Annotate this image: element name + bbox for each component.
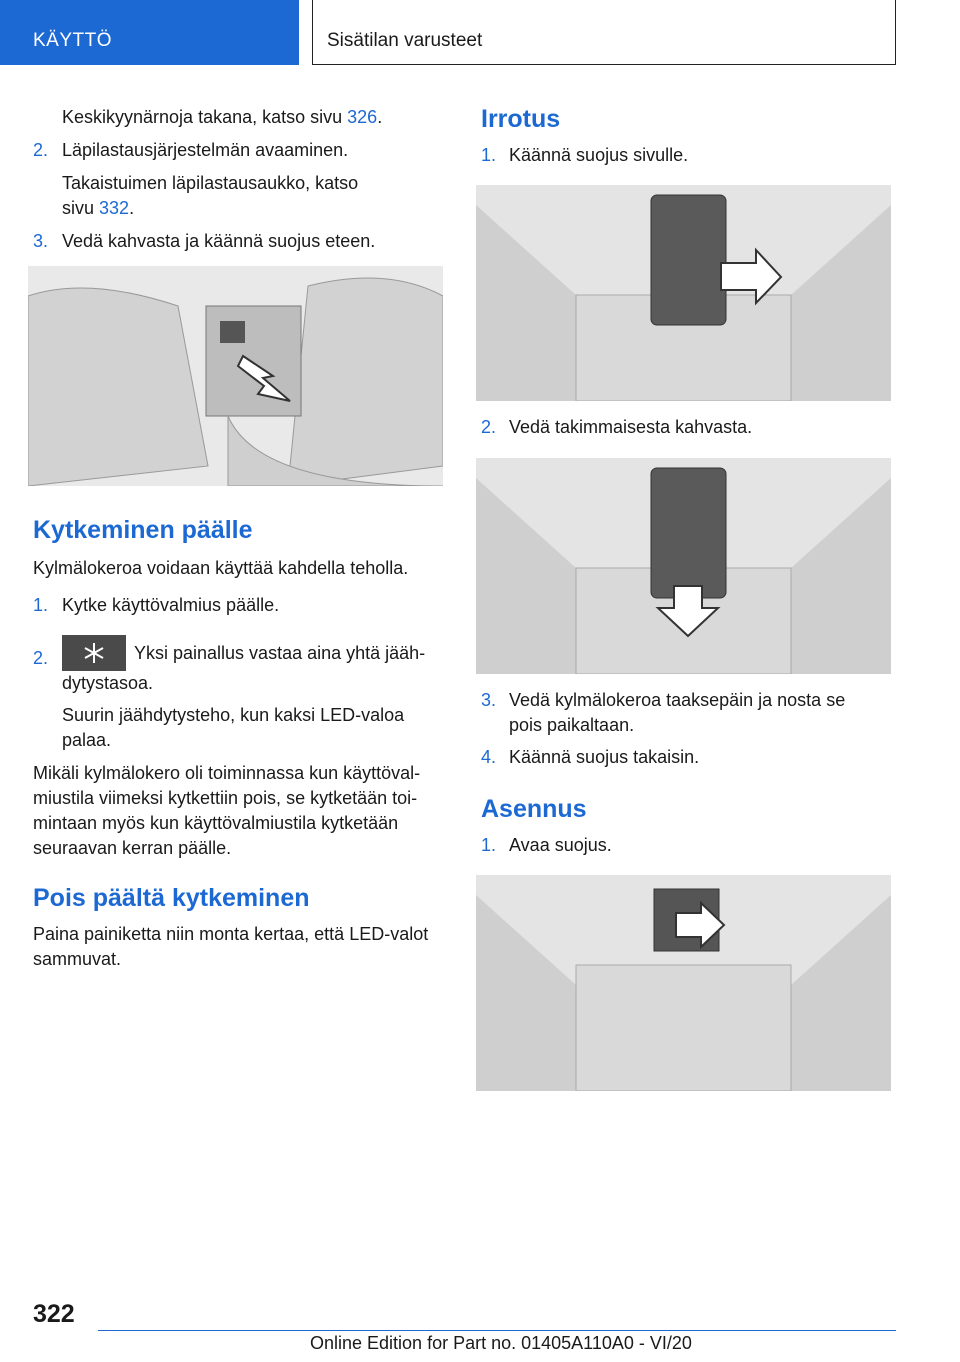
step-subtext: Suurin jäähdytysteho, kun kaksi LED-valoa — [62, 705, 405, 725]
step-number: 2. — [33, 140, 49, 160]
paragraph-line: miustila viimeksi kytkettiin pois, se kytketään toi- — [33, 788, 418, 808]
step-number: 1. — [33, 595, 49, 615]
intro-line: Keskikyynärnoja takana, katso sivu 326. — [62, 107, 383, 127]
step-text: Vedä kylmälokeroa taaksepäin ja nosta se — [509, 690, 846, 710]
step-text: Käännä suojus sivulle. — [509, 145, 689, 165]
step-text: Avaa suojus. — [509, 835, 612, 855]
section-heading-on: Kytkeminen päälle — [33, 516, 253, 544]
step-text: Läpilastausjärjestelmän avaaminen. — [62, 140, 349, 160]
section-heading-remove: Irrotus — [481, 105, 561, 133]
step-text: Vedä kahvasta ja käännä suojus eteen. — [62, 231, 376, 251]
header-section-tab — [0, 0, 299, 65]
header-title-box — [312, 0, 896, 65]
trunk-illustration-2 — [476, 458, 891, 674]
header-section: KÄYTTÖ — [33, 30, 113, 51]
header-title: Sisätilan varusteet — [327, 30, 483, 51]
section-heading-off: Pois päältä kytkeminen — [33, 884, 310, 912]
step-number: 1. — [481, 835, 497, 855]
step-number: 3. — [33, 231, 49, 251]
step-text: Yksi painallus vastaa aina yhtä jääh- — [62, 635, 425, 671]
step-subtext: sivu 332. — [62, 198, 135, 218]
step-text: pois paikaltaan. — [509, 715, 635, 735]
step-subtext: palaa. — [62, 730, 112, 750]
section-heading-install: Asennus — [481, 795, 587, 823]
paragraph-line: sammuvat. — [33, 949, 122, 969]
trunk-illustration-1 — [476, 185, 891, 401]
step-number: 3. — [481, 690, 497, 710]
footer-rule — [98, 1330, 896, 1331]
on-intro: Kylmälokeroa voidaan käyttää kahdella teholla. — [33, 558, 409, 578]
page-link-332[interactable]: 332 — [99, 198, 130, 218]
page-link-326[interactable]: 326 — [347, 107, 378, 127]
snowflake-button-icon — [62, 635, 126, 671]
rear-seat-illustration — [28, 266, 443, 486]
step-text: Käännä suojus takaisin. — [509, 747, 700, 767]
step-number: 2. — [33, 648, 49, 668]
paragraph-line: Paina painiketta niin monta kertaa, että LED-valot — [33, 924, 429, 944]
step-number: 4. — [481, 747, 497, 767]
step-number: 1. — [481, 145, 497, 165]
step-subtext: Takaistuimen läpilastausaukko, katso — [62, 173, 359, 193]
paragraph-line: Mikäli kylmälokero oli toiminnassa kun käyttöval- — [33, 763, 421, 783]
paragraph-line: mintaan myös kun käyttövalmiustila kytketään — [33, 813, 399, 833]
step-text: Kytke käyttövalmius päälle. — [62, 595, 280, 615]
step-text: Vedä takimmaisesta kahvasta. — [509, 417, 753, 437]
trunk-illustration-3 — [476, 875, 891, 1091]
paragraph-line: seuraavan kerran päälle. — [33, 838, 232, 858]
page-number: 322 — [33, 1300, 75, 1328]
footer-edition: Online Edition for Part no. 01405A110A0 - VI/20 — [310, 1333, 692, 1353]
step-text: dytystasoa. — [62, 673, 154, 693]
step-number: 2. — [481, 417, 497, 437]
